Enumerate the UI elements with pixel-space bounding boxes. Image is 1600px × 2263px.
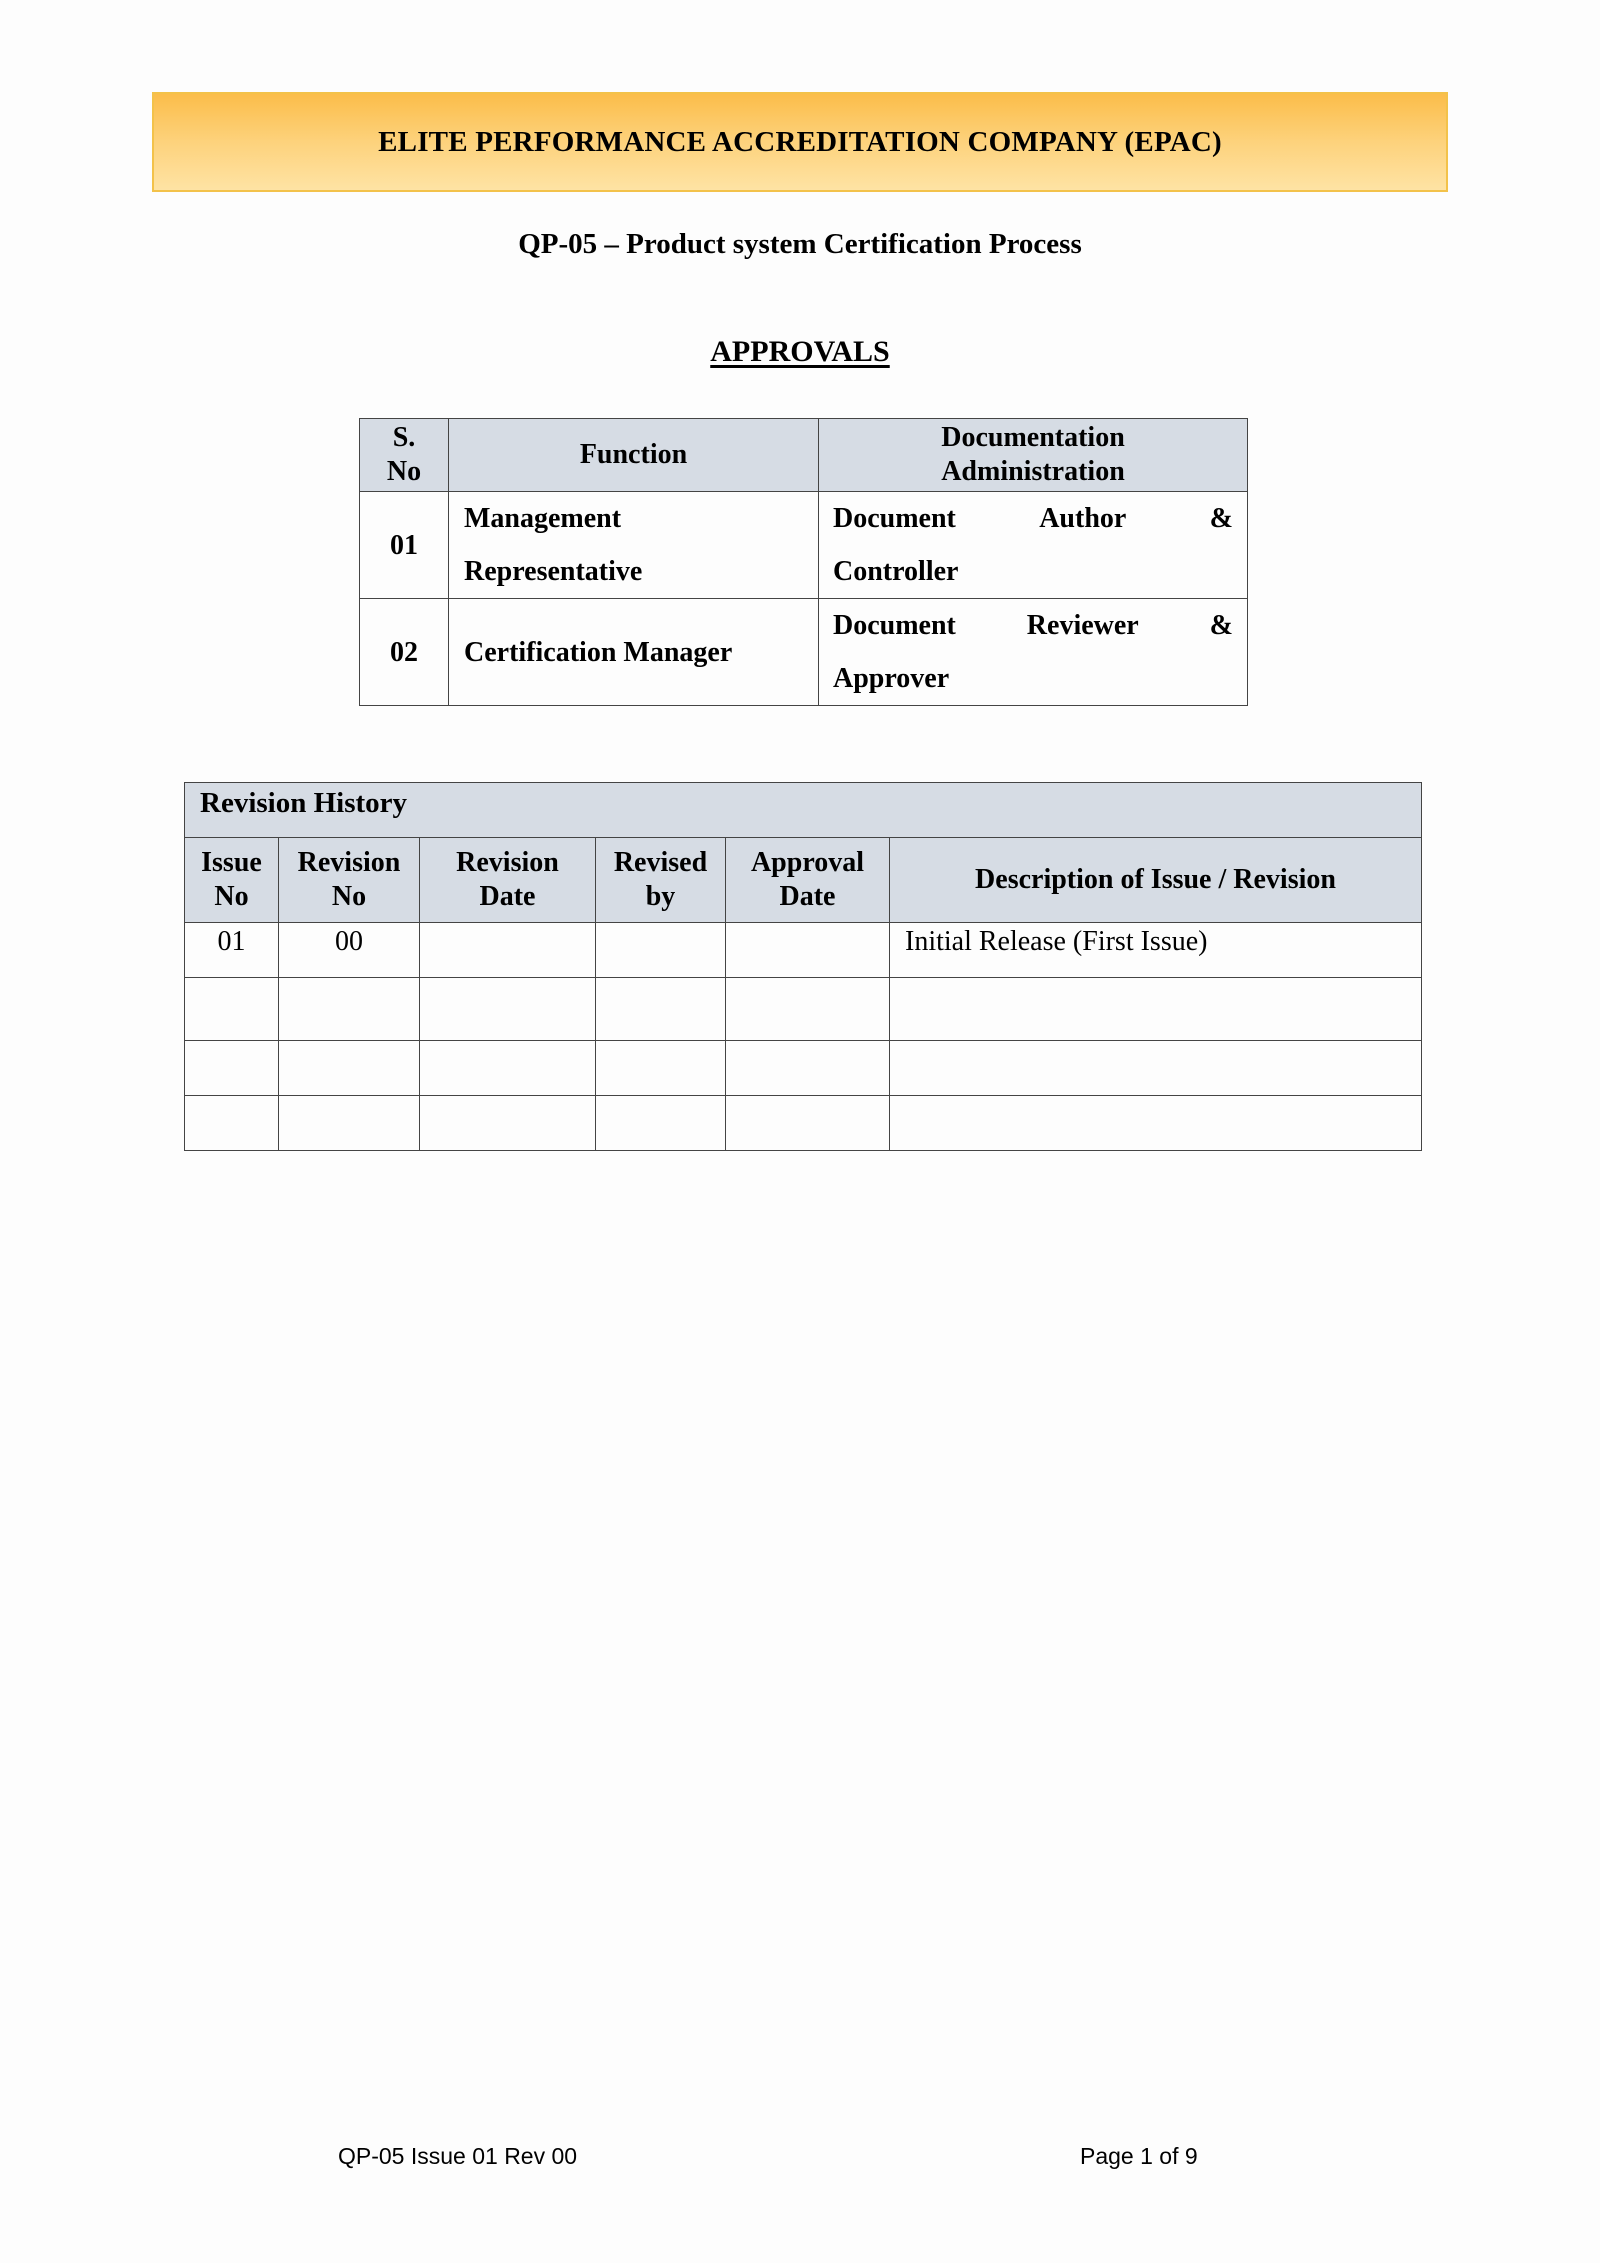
revision-history-table: [184, 782, 1422, 1151]
company-banner: [152, 92, 1448, 192]
header-revision-date: Revision Date: [420, 838, 596, 923]
approvals-header-sno: S. No: [360, 419, 449, 492]
header-approval-date: Approval Date: [726, 838, 890, 923]
cell-revision-date: [420, 978, 596, 1041]
revision-header-row: [185, 838, 1422, 923]
approvals-header-function: Function: [449, 419, 819, 492]
approvals-sno: 01: [360, 492, 449, 599]
cell-revision-no: [279, 1096, 420, 1151]
header-revised-by: Revised by: [596, 838, 726, 923]
approvals-heading: APPROVALS: [710, 335, 890, 368]
footer-doc-ref: QP-05 Issue 01 Rev 00: [338, 2143, 578, 2169]
cell-approval-date: [726, 923, 890, 978]
approvals-function: Management Representative: [449, 492, 819, 599]
footer-page-number: Page 1 of 9: [1080, 2143, 1198, 2169]
table-row: [185, 1041, 1422, 1096]
cell-revised-by: [596, 923, 726, 978]
cell-revision-date: [420, 1041, 596, 1096]
cell-issue-no: [185, 1096, 279, 1151]
header-revision-no: Revision No: [279, 838, 420, 923]
cell-revision-no: 00: [279, 923, 420, 978]
table-row: [185, 978, 1422, 1041]
approvals-table: [359, 418, 1248, 706]
company-name: ELITE PERFORMANCE ACCREDITATION COMPANY (EPAC): [378, 125, 1222, 158]
header-issue-no: Issue No: [185, 838, 279, 923]
cell-issue-no: [185, 978, 279, 1041]
cell-approval-date: [726, 978, 890, 1041]
document-title: QP-05 – Product system Certification Process: [518, 228, 1082, 260]
cell-revision-date: [420, 923, 596, 978]
cell-approval-date: [726, 1041, 890, 1096]
approvals-header-docadmin: Documentation Administration: [819, 419, 1248, 492]
cell-issue-no: 01: [185, 923, 279, 978]
cell-revised-by: [596, 1096, 726, 1151]
cell-description: [890, 1041, 1422, 1096]
cell-description: [890, 978, 1422, 1041]
cell-revision-date: [420, 1096, 596, 1151]
cell-revised-by: [596, 978, 726, 1041]
approvals-sno: 02: [360, 599, 449, 706]
cell-approval-date: [726, 1096, 890, 1151]
approvals-function: Certification Manager: [449, 599, 819, 706]
revision-history-title: Revision History: [185, 783, 1422, 838]
cell-description: [890, 1096, 1422, 1151]
cell-revision-no: [279, 978, 420, 1041]
approvals-row: [360, 492, 1248, 599]
cell-description: Initial Release (First Issue): [890, 923, 1422, 978]
cell-revision-no: [279, 1041, 420, 1096]
header-description: Description of Issue / Revision: [890, 838, 1422, 923]
table-row: [185, 1096, 1422, 1151]
approvals-role: Document Author & Controller: [819, 492, 1248, 599]
approvals-row: [360, 599, 1248, 706]
approvals-role: Document Reviewer & Approver: [819, 599, 1248, 706]
cell-issue-no: [185, 1041, 279, 1096]
cell-revised-by: [596, 1041, 726, 1096]
approvals-header-row: [360, 419, 1248, 492]
revision-title-row: [185, 783, 1422, 838]
table-row: [185, 923, 1422, 978]
